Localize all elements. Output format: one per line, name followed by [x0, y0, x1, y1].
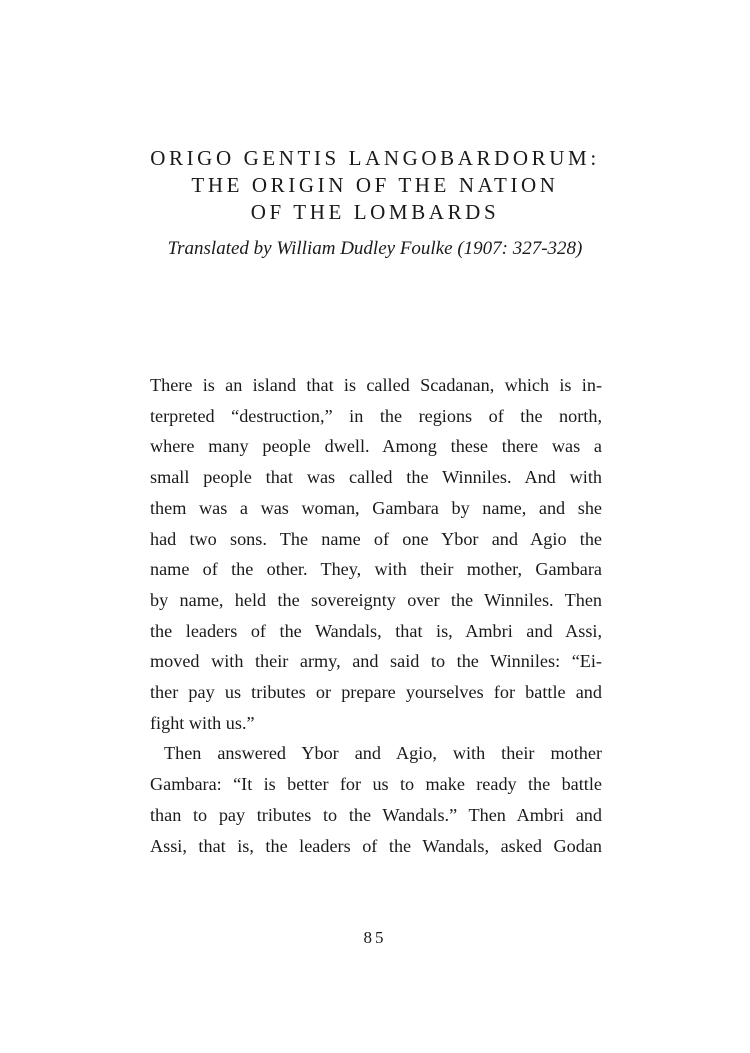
text-line: fight with us.”: [150, 712, 255, 733]
text-line: There is an island that is called Scadanan, which is in-: [150, 375, 602, 395]
text-line: Then answered Ybor and Agio, with their mother: [164, 743, 602, 764]
text-line: by name, held the sovereignty over the Winniles. Then: [150, 589, 602, 610]
text-line: Gambara: “It is better for us to make ready the battle: [150, 774, 602, 795]
translator-credit: Translated by William Dudley Foulke (1907: 327-328): [167, 238, 583, 259]
paragraph-1: [150, 370, 602, 738]
text-line: than to pay tributes to the Wandals.” Then Ambri and: [150, 804, 602, 825]
paragraph-2: [150, 738, 602, 861]
text-line: ther pay us tributes or prepare yourselves for battle and: [150, 682, 602, 703]
body-text: [150, 370, 602, 861]
text-line: moved with their army, and said to the Winniles: “Ei-: [150, 651, 602, 672]
text-line: small people that was called the Winniles. And with: [150, 467, 602, 488]
text-line: them was a was woman, Gambara by name, and she: [150, 497, 602, 518]
text-line: terpreted “destruction,” in the regions of the north,: [150, 405, 602, 426]
page-number: 85: [363, 928, 387, 947]
chapter-title: [0, 145, 750, 226]
text-line: where many people dwell. Among these there was a: [150, 436, 602, 457]
text-line: the leaders of the Wandals, that is, Ambri and Assi,: [150, 620, 602, 641]
text-line: Assi, that is, the leaders of the Wandals, asked Godan: [150, 835, 602, 856]
text-line: name of the other. They, with their mother, Gambara: [150, 559, 602, 580]
title-line-1: ORIGO GENTIS LANGOBARDORUM:: [150, 146, 600, 170]
title-line-3: OF THE LOMBARDS: [250, 200, 500, 224]
title-line-2: THE ORIGIN OF THE NATION: [191, 173, 559, 197]
text-line: had two sons. The name of one Ybor and Agio the: [150, 528, 602, 549]
